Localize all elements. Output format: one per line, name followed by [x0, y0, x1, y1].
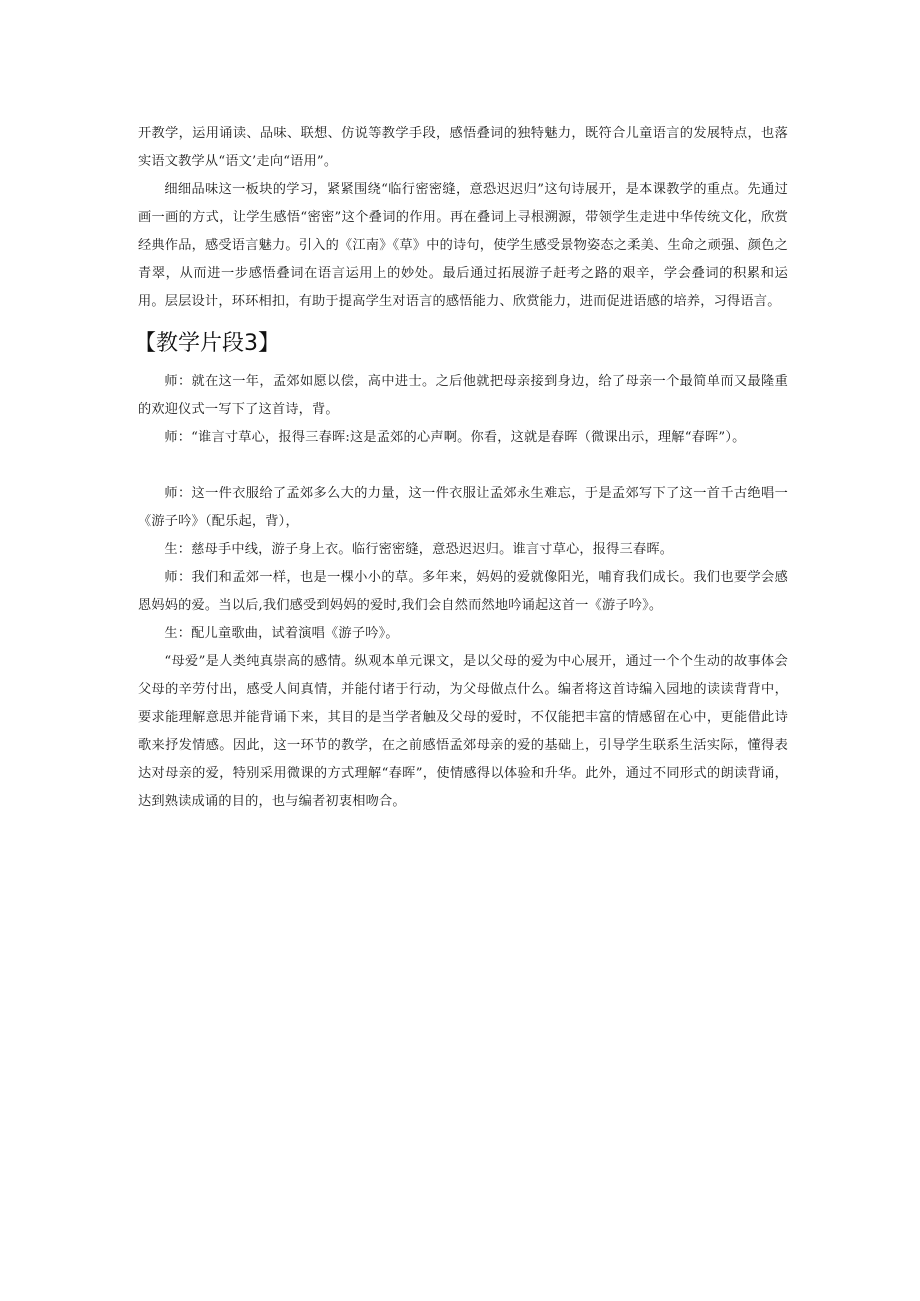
paragraph-reflection: “母爱”是人类纯真崇高的感情。纵观本单元课文，是以父母的爱为中心展开，通过一个个生动的故事体会父母的辛劳付出，感受人间真情，并能付诸于行动，为父母做点什么。编者将这首诗编入园地的读读背背中，要求能理解意思并能背诵下来，其目的是当学者触及父母的爱时，不仅能把丰富的情感留在心中，更能借此诗歌来抒发情感。因此，这一环节的教学，在之前感悟孟郊母亲的爱的基础上，引导学生联系生活实际，懂得表达对母亲的爱，特别采用微课的方式理解“春晖”，使情感得以体验和升华。此外，通过不同形式的朗读背诵，达到熟读成诵的目的，也与编者初衷相吻合。 [138, 654, 788, 809]
dialogue-student-1: 生：慈母手中线，游子身上衣。临行密密缝，意恐迟迟归。谁言寸草心，报得三春晖。 [164, 542, 674, 557]
dialogue-student-2: 生：配儿童歌曲，试着演唱《游子吟》。 [164, 626, 399, 641]
dialogue-teacher-2: 师：“谁言寸草心，报得三春晖:这是孟郊的心声啊。你看，这就是春晖（微课出示，理解“春晖”）。 [164, 430, 746, 445]
dialogue-teacher-4: 师：我们和孟郊一样，也是一棵小小的草。多年来，妈妈的爱就像阳光，哺育我们成长。我们也要学会感恩妈妈的爱。当以后,我们感受到妈妈的爱时,我们会自然而然地吟诵起这首一《游子吟》。 [138, 570, 788, 613]
dialogue-teacher-3: 师：这一件衣服给了孟郊多么大的力量，这一件衣服让孟郊永生难忘，于是孟郊写下了这一首千古绝唱一《游子吟》（配乐起，背）， [138, 486, 788, 529]
blank-gap [138, 452, 788, 480]
dialogue-teacher-1: 师：就在这一年，孟郊如愿以偿，高中进士。之后他就把母亲接到身边，给了母亲一个最简单而又最隆重的欢迎仪式一写下了这首诗，背。 [138, 374, 788, 417]
paragraph-analysis: 细细品味这一板块的学习，紧紧围绕“临行密密缝，意恐迟迟归”这句诗展开，是本课教学的重点。先通过画一画的方式，让学生感悟“密密”这个叠词的作用。再在叠词上寻根溯源，带领学生走进中华传统文化，欣赏经典作品，感受语言魅力。引入的《江南》《草》中的诗句，使学生感受景物姿态之柔美、生命之顽强、颜色之青翠，从而进一步感悟叠词在语言运用上的妙处。最后通过拓展游子赶考之路的艰辛，学会叠词的积累和运用。层层设计，环环相扣，有助于提高学生对语言的感悟能力、欣赏能力，进而促进语感的培养，习得语言。 [138, 182, 788, 309]
section-heading: 【教学片段3】 [134, 331, 280, 356]
paragraph-continuation: 开教学，运用诵读、品味、联想、仿说等教学手段，感悟叠词的独特魅力，既符合儿童语言的发展特点，也落实语文教学从“语文’走向“语用”。 [138, 126, 788, 169]
document-page [134, 120, 788, 816]
